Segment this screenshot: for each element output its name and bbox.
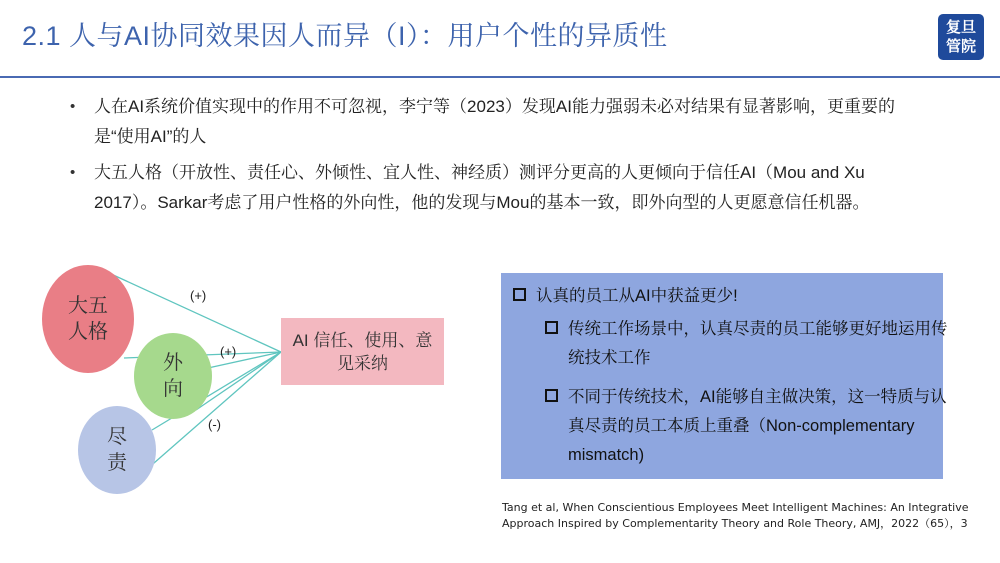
bullet-marker: • [70, 98, 76, 115]
outcome-label: AI 信任、使用、意见采纳 [292, 330, 433, 373]
citation: Tang et al, When Conscientious Employees Meet Intelligent Machines: An Integrative Approach Inspired by Complementarity Theory and Role Theory, AMJ，2022（65），3 [502, 501, 969, 530]
checkbox-square-icon [545, 389, 558, 402]
node-conscientiousness-label: 尽责 [107, 426, 127, 474]
bullet-marker: • [70, 164, 76, 181]
node-extraversion-label: 外向 [163, 352, 183, 400]
bullet-text: 大五人格（开放性、责任心、外倾性、宜人性、神经质）测评分更高的人更倾向于信任AI（Mou and Xu 2017）。Sarkar考虑了用户性格的外向性，他的发现与Mou的基本一致，即外向型的人更愿意信任机器。 [94, 163, 870, 212]
panel-item-2-text: 不同于传统技术，AI能够自主做决策，这一特质与认真尽责的员工本质上重叠（Non-complementary mismatch) [568, 388, 947, 464]
sign-conscientiousness: (-) [208, 417, 221, 432]
logo-line-1: 复旦 [945, 19, 976, 36]
node-big-five-label: 大五人格 [68, 295, 108, 343]
checkbox-square-icon [513, 288, 526, 301]
finding-panel [501, 273, 948, 479]
checkbox-square-icon [545, 321, 558, 334]
node-big-five [42, 265, 134, 373]
panel-heading-text: 认真的员工从AI中获益更少! [536, 287, 738, 305]
panel-item-2 [545, 383, 958, 470]
panel-heading [513, 282, 933, 311]
node-conscientiousness [78, 406, 156, 494]
sign-extraversion: (+) [220, 344, 237, 359]
panel-item-1 [545, 315, 958, 373]
node-extraversion [134, 333, 212, 419]
bullet-text: 人在AI系统价值实现中的作用不可忽视，李宁等（2023）发现AI能力强弱未必对结果有显著影响，更重要的是“使用AI”的人 [94, 97, 895, 146]
sign-big-five: (+) [190, 288, 207, 303]
panel-item-1-text: 传统工作场景中，认真尽责的员工能够更好地运用传统技术工作 [568, 320, 948, 367]
logo-line-2: 管院 [945, 38, 976, 55]
outcome-box [281, 318, 444, 385]
page-title: 2.1 人与AI协同效果因人而异（I）：用户个性的异质性 [22, 21, 668, 51]
